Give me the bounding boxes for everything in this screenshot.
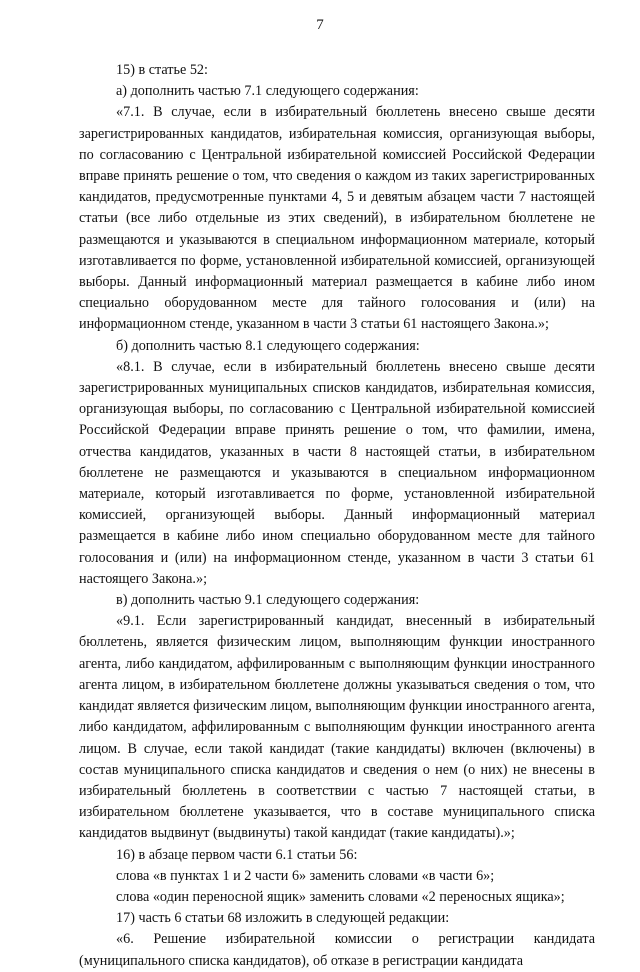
paragraph-subitem-b: б) дополнить частью 8.1 следующего содержания: <box>116 337 420 354</box>
paragraph-part-9-1-text: «9.1. Если зарегистрированный кандидат, внесенный в избирательный бюллетень, является физическим лицом, выполняющим функции иностранного агента, либо кандидатом, аффилированным с выполняющим функции иностранного агента лицом, в избирательном бюллетене должны указываться сведения о том, что кандидат является физическим лицом, выполняющим функции иностранного агента, либо кандидатом, аффилированным с выполняющим функции иностранного агента лицом. В случае, если такой кандидат (такие кандидаты) включен (включены) в состав муниципального списка кандидатов и сведения о нем (о них) не внесены в избирательный бюллетень в соответствии с частью 7 настоящей статьи, в избирательном бюллетене указывается, что в составе муниципального списка кандидатов выдвинут (выдвинуты) такой кандидат (такие кандидаты).»; <box>79 613 595 842</box>
paragraph-part-8-1-text: «8.1. В случае, если в избирательный бюллетень внесено свыше десяти зарегистрированных муниципальных списков кандидатов, избирательная комиссия, организующая выборы, по согласованию с Центральной избирательной комиссией Российской Федерации вправе принять решение о том, что фамилии, имена, отчества кандидатов, указанных в части 8 настоящей статьи, в избирательном бюллетене не размещаются и указываются в специальном информационном материале, который изготавливается по форме, установленной избирательной комиссией, организующей выборы. Данный информационный материал размещается в кабине либо ином специально оборудованном месте для тайного голосования и (или) на информационном стенде, указанном в части 3 статьи 61 настоящего Закона.»; <box>79 358 595 587</box>
page-number: 7 <box>316 17 324 33</box>
paragraph-subitem-v: в) дополнить частью 9.1 следующего содержания: <box>116 592 420 609</box>
paragraph-part-6-text: «6. Решение избирательной комиссии о регистрации кандидата (муниципального списка кандидатов), об отказе в регистрации кандидата <box>79 931 595 969</box>
paragraph-replace-words-1: слова «в пунктах 1 и 2 части 6» заменить словами «в части 6»; <box>116 867 495 884</box>
paragraph-item-16-heading: 16) в абзаце первом части 6.1 статьи 56: <box>116 846 358 863</box>
paragraph-part-7-1-text: «7.1. В случае, если в избирательный бюллетень внесено свыше десяти зарегистрированных кандидатов, избирательная комиссия, организующая выборы, по согласованию с Центральной избирательной комиссией Российской Федерации вправе принять решение о том, что сведения о каждом из таких зарегистрированных кандидатов, предусмотренные пунктами 4, 5 и девятым абзацем части 7 настоящей статьи (все либо отдельные из этих сведений), в избирательном бюллетене не размещаются и указываются в специальном информационном материале, который изготавливается по форме, установленной избирательной комиссией, организующей выборы. Данный информационный материал размещается в кабине либо ином специально оборудованном месте для тайного голосования и (или) на информационном стенде, указанном в части 3 статьи 61 настоящего Закона.»; <box>79 104 595 333</box>
paragraph-replace-words-2: слова «один переносной ящик» заменить словами «2 переносных ящика»; <box>116 888 565 905</box>
document-body <box>79 60 595 972</box>
paragraph-item-17-heading: 17) часть 6 статьи 68 изложить в следующей редакции: <box>116 910 450 927</box>
paragraph-item-15-heading: 15) в статье 52: <box>116 62 208 78</box>
paragraph-subitem-a: а) дополнить частью 7.1 следующего содержания: <box>116 83 419 100</box>
